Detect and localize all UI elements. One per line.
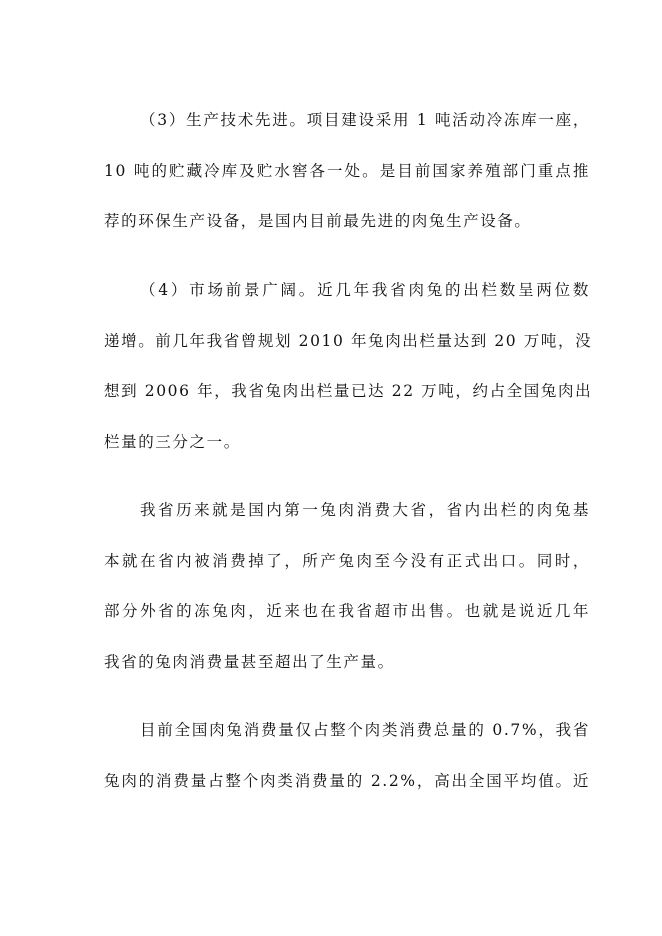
para1-line2: 10 吨的贮藏冷库及贮水窖各一处。是目前国家养殖部门重点推 (104, 162, 590, 180)
para3-line2: 本就在省内被消费掉了，所产兔肉至今没有正式出口。同时， (104, 552, 590, 570)
para2-line1: （4）市场前景广阔。近几年我省肉兔的出栏数呈两位数 (140, 281, 590, 299)
para4-line2: 兔肉的消费量占整个肉类消费量的 2.2%，高出全国平均值。近 (104, 772, 590, 790)
para3-line3: 部分外省的冻兔肉，近来也在我省超市出售。也就是说近几年 (104, 602, 590, 620)
para2-line3: 想到 2006 年，我省兔肉出栏量已达 22 万吨，约占全国兔肉出 (104, 382, 593, 400)
para3-line1: 我省历来就是国内第一兔肉消费大省，省内出栏的肉兔基 (140, 501, 590, 519)
para1-line1: （3）生产技术先进。项目建设采用 1 吨活动冷冻库一座， (140, 111, 590, 129)
para4-line1: 目前全国肉兔消费量仅占整个肉类消费总量的 0.7%，我省 (140, 721, 590, 739)
para2-line4: 栏量的三分之一。 (104, 433, 241, 451)
para3-line4: 我省的兔肉消费量甚至超出了生产量。 (104, 653, 395, 671)
para2-line2: 递增。前几年我省曾规划 2010 年兔肉出栏量达到 20 万吨，没 (104, 332, 593, 350)
para1-line3: 荐的环保生产设备，是国内目前最先进的肉兔生产设备。 (104, 212, 532, 230)
